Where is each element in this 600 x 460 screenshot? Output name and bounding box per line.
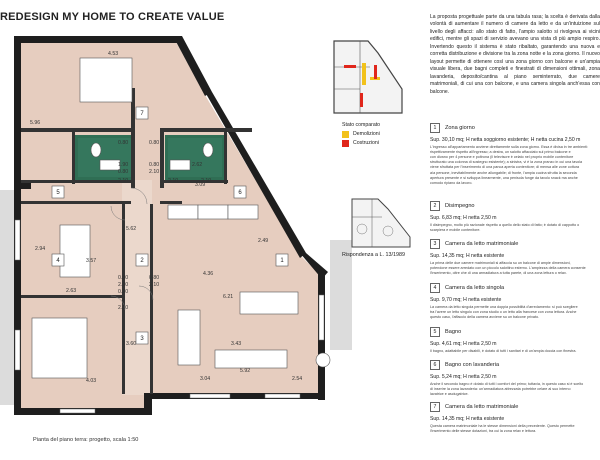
dim-label: 3.04	[200, 376, 211, 382]
dim-label: 0.80	[118, 275, 129, 281]
room-name: Camera da letto singola	[445, 285, 505, 291]
room-name: Camera da letto matrimoniale	[445, 241, 519, 247]
room-number: 1	[280, 258, 284, 264]
dim-label: 3.60	[126, 341, 137, 347]
dim-label: 4.53	[108, 51, 119, 57]
room-number-box: 3	[430, 239, 440, 249]
legend-title: Stato comparato	[342, 122, 381, 128]
legend-label: Demolizioni	[353, 130, 380, 137]
dim-label: 2.10	[201, 178, 212, 184]
legend-item-costruzioni	[342, 140, 380, 147]
dim-label: 5.62	[126, 226, 137, 232]
room-entry	[430, 122, 600, 200]
dim-label: 0.80	[118, 140, 129, 146]
room-number: 2	[140, 258, 144, 264]
bath-6-tile	[168, 138, 222, 177]
room-meta: Sup. 14,35 mq; H netta esistente	[430, 416, 505, 422]
dim-label: 2.49	[258, 238, 269, 244]
dim-label: 0.80	[118, 289, 129, 295]
room-number-box: 2	[430, 201, 440, 211]
dim-label: 2.10	[149, 282, 160, 288]
dim-label: 2.10	[168, 178, 179, 184]
dim-label: 2.63	[66, 288, 77, 294]
legend-item-demolizioni	[342, 131, 380, 138]
room-name: Bagno con lavanderia	[445, 362, 500, 368]
dim-label: 2.62	[192, 162, 203, 168]
room-entry	[430, 282, 600, 326]
room-meta: Sup. 4,61 mq; H netta 2,50 m	[430, 341, 497, 347]
room-number: 3	[140, 336, 144, 342]
dim-label: 2.54	[292, 376, 303, 382]
dim-label: 2.94	[35, 246, 46, 252]
plan-caption: Pianta del piano terra: progetto, scala 1:50	[33, 437, 139, 443]
accessibility-caption: Rispondenza a L. 13/1989	[342, 252, 405, 258]
accessibility-plan-thumbnail	[348, 195, 418, 250]
room-list	[430, 122, 600, 441]
room-meta: Sup. 6,83 mq; H netta 2,50 m	[430, 215, 497, 221]
room-description: La prima delle due camere matrimoniali si affaccia su un balcone di ampie dimensioni, potendone essere arredato con un piccolo salottino esterno. L'ampiezza della camera consente l'inserimento, oltre che di una armadiatura a tutta parete, di una zona lettura o relax.	[430, 261, 586, 276]
room-description: Anche il secondo bagno è dotato di tutti i comfort del primo; tuttavia, in questo caso si è scelto di inserire la zona lavanderia: un'armadiatura attrezzata potrebbe celare al suo interno lavatrice e asciugatrice.	[430, 382, 584, 397]
dim-label: 2.10	[149, 169, 160, 175]
legend-swatch-costruzioni	[342, 140, 349, 147]
room-number: 7	[140, 111, 144, 117]
room-name: Zona giorno	[445, 125, 475, 131]
room-entry	[430, 359, 600, 401]
room-entry	[430, 326, 600, 359]
room-entry	[430, 401, 600, 441]
legend-swatch-demolizioni	[342, 131, 349, 138]
page-title: REDESIGN MY HOME TO CREATE VALUE	[0, 11, 225, 23]
dim-label: 1.90	[118, 162, 129, 168]
comparative-plan-thumbnail	[330, 37, 410, 117]
room-number-box: 6	[430, 360, 440, 370]
room-entry	[430, 200, 600, 238]
room-meta: Sup. 14,35 mq; H netta esistente	[430, 253, 505, 259]
room-number: 4	[56, 258, 60, 264]
dim-label: 0.80	[149, 275, 160, 281]
room-description: Il bagno, adattabile per disabili, è dotato di tutti i sanitari e di un'ampia doccia con finestra.	[430, 349, 577, 353]
room-number: 5	[56, 190, 60, 196]
room-name: Bagno	[445, 329, 462, 335]
room-meta: Sup. 30,10 mq; H netta soggiorno esistente; H netta cucina 2,50 m	[430, 137, 581, 143]
dim-label: 3.09	[195, 182, 206, 188]
room-description: L'ingresso all'appartamento avviene direttamente sulla zona giorno. Essa è divisa in tre ambienti: rispettivamente rispetto all'ingresso; a destra, un salotto affacciato sul primo balcone e con divano per 4 persone e poltrona (il televisore è celato nel proprio mobile contenitore strutturato una colonna di sostegno esistente); a sinistra, vi è la zona pranzo in cui una tavola viene sfruttata per l'inserimento di una panca aperta contenitore; di mensa alle zone cottura a/a persone, inevitabilmente anche allungabile; di fronte, l'ampia cucina sfrutta la seconda apertura presente e si sviluppa linearmente, una penisola funge da tavolo snack ma anche comodo ripiano da lavoro.	[430, 145, 589, 185]
room-name: Camera da letto matrimoniale	[445, 404, 519, 410]
room-number: 6	[238, 190, 242, 196]
intro-paragraph: La proposta progettuale parte da una tabula rasa; la scelta è derivata dalla volontà di aumentare il numero di camere da letto e da un'intuizione sul livello degli affacci: allo stato di fatto, l'ampio salotto si rivolgeva ai vicini edifici, mentre gli spazi di servizio avevano una vista di più ampio respiro. Invertendo questo il sistema è stato ribaltato, garantendo una nuova e corretta distribuzione e divisione tra la zona notte e la zona giorno. Il nuovo layout permette di ottenere così una zona giorno con balcone e un'ampia visuale libera, due bagni completi e finestrati di dimensioni ottimali, zona lavanderia, deposito/cantina al piano seminterrato, due camere matrimoniali, di cui una con balcone, e una camera singola anch'essa con balcone.	[430, 14, 600, 95]
room-description: Questa camera matrimoniale ha le stesse dimensioni della precedente. Questo permette l'inserimento delle stesse dotazioni, tra cui la zona relax e lettura.	[430, 424, 575, 434]
room-number-box: 5	[430, 327, 440, 337]
room-name: Disimpegno	[445, 203, 475, 209]
room-meta: Sup. 9,70 mq; H netta esistente	[430, 297, 502, 303]
room-number-box: 4	[430, 283, 440, 293]
dim-label: 3.43	[231, 341, 242, 347]
dim-label: 4.36	[203, 271, 214, 277]
dim-label: 2.10	[118, 178, 129, 184]
dim-label: 0.80	[118, 169, 129, 175]
room-meta: Sup. 5,24 mq; H netta 2,50 m	[430, 374, 497, 380]
room-entry	[430, 238, 600, 282]
legend-label: Costruzioni	[353, 139, 379, 146]
dim-label: 4.03	[86, 378, 97, 384]
dim-label: 5.96	[30, 120, 41, 126]
dim-label: 2.10	[118, 305, 129, 311]
room-number-box: 7	[430, 402, 440, 412]
room-description: Il disimpegno, molto più razionale rispetto a quello dello stato di fatto; è dotato di cappotto o scarpiera e mobile contenitore.	[430, 223, 580, 233]
room-description: La camera da letto singola permette una doppia possibilità d'arredamento: si può scegliere tra l'avere un letto singolo con zona studio o un letto alla francese con zona lettura. Anche questo caso, l'affaccio della camera avviene su un balcone privato.	[430, 305, 578, 320]
dim-label: 0.80	[149, 140, 160, 146]
dim-label: 5.92	[240, 368, 251, 374]
room-number-box: 1	[430, 123, 440, 133]
dim-label: 6.21	[223, 294, 234, 300]
legend	[342, 122, 380, 147]
dim-label: 2.10	[118, 282, 129, 288]
dim-label: 0.80	[149, 162, 160, 168]
dim-label: 3.57	[86, 258, 97, 264]
